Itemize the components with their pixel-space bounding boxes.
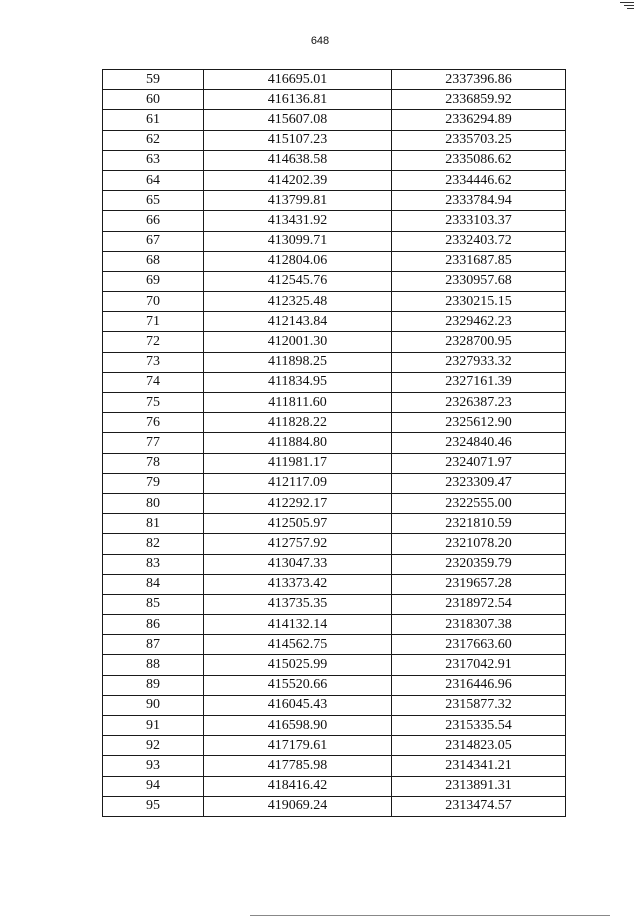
- y-coordinate-cell: 2318307.38: [392, 615, 566, 635]
- x-coordinate-cell: 413799.81: [204, 191, 392, 211]
- y-coordinate-cell: 2314823.05: [392, 736, 566, 756]
- point-number-cell: 62: [103, 130, 204, 150]
- y-coordinate-cell: 2320359.79: [392, 554, 566, 574]
- table-row: [103, 150, 566, 170]
- table-row: [103, 796, 566, 816]
- x-coordinate-cell: 414638.58: [204, 150, 392, 170]
- x-coordinate-cell: 412001.30: [204, 332, 392, 352]
- point-number-cell: 81: [103, 514, 204, 534]
- table-row: [103, 514, 566, 534]
- table-row: [103, 70, 566, 90]
- point-number-cell: 92: [103, 736, 204, 756]
- table-row: [103, 736, 566, 756]
- x-coordinate-cell: 415107.23: [204, 130, 392, 150]
- x-coordinate-cell: 416598.90: [204, 716, 392, 736]
- point-number-cell: 87: [103, 635, 204, 655]
- x-coordinate-cell: 411828.22: [204, 413, 392, 433]
- y-coordinate-cell: 2329462.23: [392, 312, 566, 332]
- y-coordinate-cell: 2328700.95: [392, 332, 566, 352]
- y-coordinate-cell: 2324071.97: [392, 453, 566, 473]
- table-row: [103, 493, 566, 513]
- page-number: 648: [310, 35, 330, 47]
- coordinate-table-body: [103, 70, 566, 817]
- coordinate-table: [102, 69, 566, 817]
- point-number-cell: 61: [103, 110, 204, 130]
- table-row: [103, 716, 566, 736]
- point-number-cell: 85: [103, 594, 204, 614]
- x-coordinate-cell: 413047.33: [204, 554, 392, 574]
- x-coordinate-cell: 412505.97: [204, 514, 392, 534]
- point-number-cell: 83: [103, 554, 204, 574]
- point-number-cell: 66: [103, 211, 204, 231]
- table-row: [103, 110, 566, 130]
- y-coordinate-cell: 2334446.62: [392, 170, 566, 190]
- point-number-cell: 94: [103, 776, 204, 796]
- point-number-cell: 93: [103, 756, 204, 776]
- x-coordinate-cell: 413099.71: [204, 231, 392, 251]
- x-coordinate-cell: 415607.08: [204, 110, 392, 130]
- point-number-cell: 76: [103, 413, 204, 433]
- table-row: [103, 372, 566, 392]
- x-coordinate-cell: 411981.17: [204, 453, 392, 473]
- point-number-cell: 79: [103, 473, 204, 493]
- y-coordinate-cell: 2335086.62: [392, 150, 566, 170]
- table-row: [103, 635, 566, 655]
- table-row: [103, 615, 566, 635]
- y-coordinate-cell: 2332403.72: [392, 231, 566, 251]
- table-row: [103, 453, 566, 473]
- point-number-cell: 63: [103, 150, 204, 170]
- point-number-cell: 90: [103, 695, 204, 715]
- x-coordinate-cell: 414132.14: [204, 615, 392, 635]
- bottom-rule: [250, 915, 610, 916]
- x-coordinate-cell: 417785.98: [204, 756, 392, 776]
- x-coordinate-cell: 412325.48: [204, 292, 392, 312]
- point-number-cell: 71: [103, 312, 204, 332]
- y-coordinate-cell: 2336294.89: [392, 110, 566, 130]
- table-row: [103, 251, 566, 271]
- y-coordinate-cell: 2331687.85: [392, 251, 566, 271]
- x-coordinate-cell: 413373.42: [204, 574, 392, 594]
- y-coordinate-cell: 2327161.39: [392, 372, 566, 392]
- y-coordinate-cell: 2337396.86: [392, 70, 566, 90]
- table-row: [103, 473, 566, 493]
- y-coordinate-cell: 2313891.31: [392, 776, 566, 796]
- y-coordinate-cell: 2315877.32: [392, 695, 566, 715]
- point-number-cell: 95: [103, 796, 204, 816]
- table-row: [103, 231, 566, 251]
- table-row: [103, 695, 566, 715]
- point-number-cell: 68: [103, 251, 204, 271]
- table-row: [103, 130, 566, 150]
- table-row: [103, 211, 566, 231]
- point-number-cell: 74: [103, 372, 204, 392]
- y-coordinate-cell: 2319657.28: [392, 574, 566, 594]
- point-number-cell: 78: [103, 453, 204, 473]
- point-number-cell: 91: [103, 716, 204, 736]
- point-number-cell: 86: [103, 615, 204, 635]
- x-coordinate-cell: 413735.35: [204, 594, 392, 614]
- point-number-cell: 60: [103, 90, 204, 110]
- point-number-cell: 59: [103, 70, 204, 90]
- x-coordinate-cell: 415520.66: [204, 675, 392, 695]
- table-row: [103, 312, 566, 332]
- x-coordinate-cell: 416136.81: [204, 90, 392, 110]
- point-number-cell: 80: [103, 493, 204, 513]
- y-coordinate-cell: 2325612.90: [392, 413, 566, 433]
- table-row: [103, 534, 566, 554]
- y-coordinate-cell: 2323309.47: [392, 473, 566, 493]
- x-coordinate-cell: 413431.92: [204, 211, 392, 231]
- x-coordinate-cell: 418416.42: [204, 776, 392, 796]
- point-number-cell: 89: [103, 675, 204, 695]
- y-coordinate-cell: 2314341.21: [392, 756, 566, 776]
- x-coordinate-cell: 415025.99: [204, 655, 392, 675]
- y-coordinate-cell: 2333784.94: [392, 191, 566, 211]
- y-coordinate-cell: 2335703.25: [392, 130, 566, 150]
- table-row: [103, 271, 566, 291]
- y-coordinate-cell: 2321078.20: [392, 534, 566, 554]
- y-coordinate-cell: 2330215.15: [392, 292, 566, 312]
- y-coordinate-cell: 2326387.23: [392, 393, 566, 413]
- table-row: [103, 413, 566, 433]
- y-coordinate-cell: 2322555.00: [392, 493, 566, 513]
- point-number-cell: 88: [103, 655, 204, 675]
- point-number-cell: 70: [103, 292, 204, 312]
- table-row: [103, 594, 566, 614]
- x-coordinate-cell: 411811.60: [204, 393, 392, 413]
- x-coordinate-cell: 412757.92: [204, 534, 392, 554]
- point-number-cell: 75: [103, 393, 204, 413]
- x-coordinate-cell: 411898.25: [204, 352, 392, 372]
- table-row: [103, 292, 566, 312]
- corner-mark-icon: [620, 0, 634, 10]
- point-number-cell: 69: [103, 271, 204, 291]
- y-coordinate-cell: 2330957.68: [392, 271, 566, 291]
- x-coordinate-cell: 412117.09: [204, 473, 392, 493]
- table-row: [103, 776, 566, 796]
- x-coordinate-cell: 412292.17: [204, 493, 392, 513]
- point-number-cell: 73: [103, 352, 204, 372]
- x-coordinate-cell: 416045.43: [204, 695, 392, 715]
- table-row: [103, 90, 566, 110]
- x-coordinate-cell: 414202.39: [204, 170, 392, 190]
- table-row: [103, 574, 566, 594]
- x-coordinate-cell: 411884.80: [204, 433, 392, 453]
- y-coordinate-cell: 2317042.91: [392, 655, 566, 675]
- table-row: [103, 675, 566, 695]
- y-coordinate-cell: 2316446.96: [392, 675, 566, 695]
- x-coordinate-cell: 416695.01: [204, 70, 392, 90]
- y-coordinate-cell: 2317663.60: [392, 635, 566, 655]
- table-row: [103, 191, 566, 211]
- x-coordinate-cell: 412143.84: [204, 312, 392, 332]
- point-number-cell: 64: [103, 170, 204, 190]
- y-coordinate-cell: 2327933.32: [392, 352, 566, 372]
- y-coordinate-cell: 2313474.57: [392, 796, 566, 816]
- table-row: [103, 756, 566, 776]
- table-row: [103, 554, 566, 574]
- point-number-cell: 77: [103, 433, 204, 453]
- x-coordinate-cell: 412804.06: [204, 251, 392, 271]
- table-row: [103, 433, 566, 453]
- y-coordinate-cell: 2333103.37: [392, 211, 566, 231]
- x-coordinate-cell: 411834.95: [204, 372, 392, 392]
- point-number-cell: 82: [103, 534, 204, 554]
- point-number-cell: 65: [103, 191, 204, 211]
- point-number-cell: 67: [103, 231, 204, 251]
- y-coordinate-cell: 2318972.54: [392, 594, 566, 614]
- table-row: [103, 170, 566, 190]
- point-number-cell: 72: [103, 332, 204, 352]
- table-row: [103, 332, 566, 352]
- y-coordinate-cell: 2321810.59: [392, 514, 566, 534]
- table-row: [103, 655, 566, 675]
- x-coordinate-cell: 419069.24: [204, 796, 392, 816]
- table-row: [103, 352, 566, 372]
- point-number-cell: 84: [103, 574, 204, 594]
- x-coordinate-cell: 417179.61: [204, 736, 392, 756]
- x-coordinate-cell: 412545.76: [204, 271, 392, 291]
- y-coordinate-cell: 2336859.92: [392, 90, 566, 110]
- y-coordinate-cell: 2315335.54: [392, 716, 566, 736]
- y-coordinate-cell: 2324840.46: [392, 433, 566, 453]
- table-row: [103, 393, 566, 413]
- x-coordinate-cell: 414562.75: [204, 635, 392, 655]
